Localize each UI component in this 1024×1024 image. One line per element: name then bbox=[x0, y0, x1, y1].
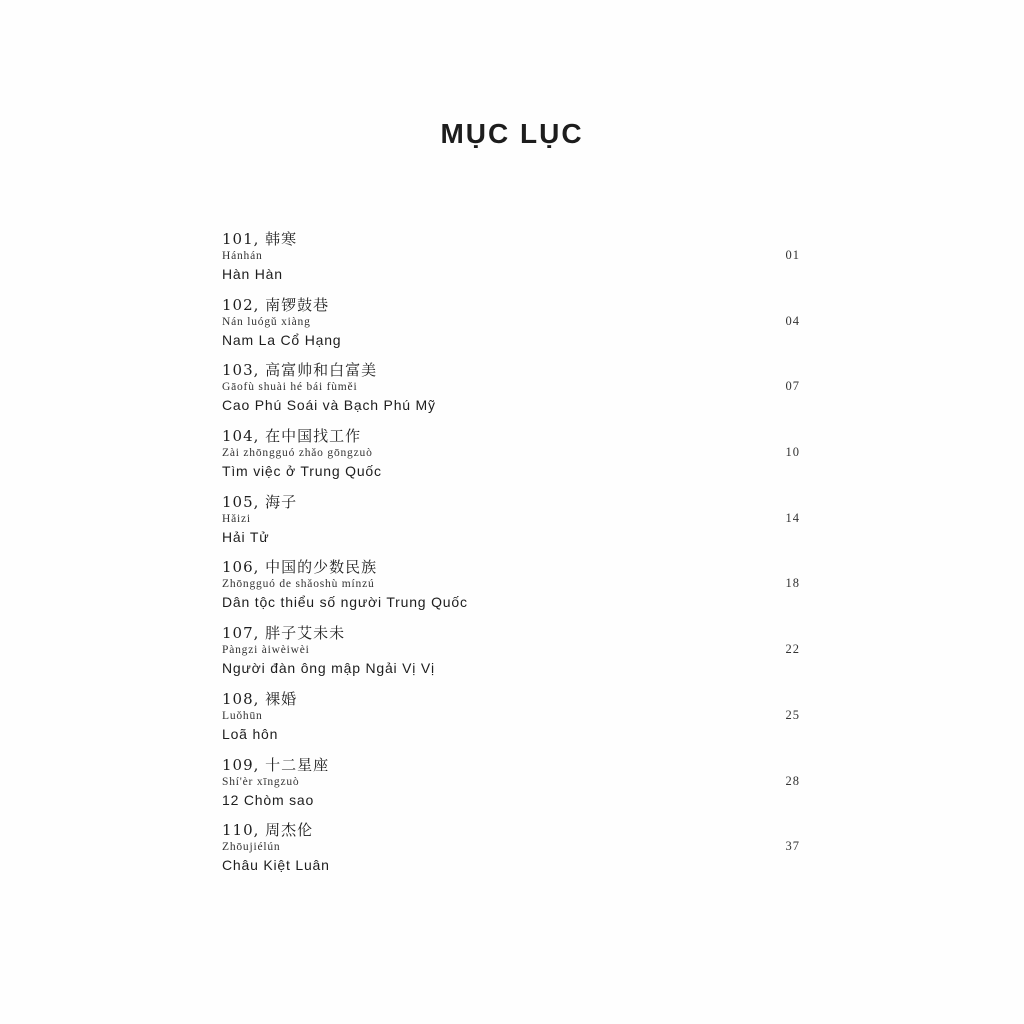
entry-pinyin: Pàngzi àiwèiwèi bbox=[222, 644, 310, 657]
entry-pinyin: Zhōujiélún bbox=[222, 841, 281, 854]
toc-entry-104[interactable] bbox=[222, 427, 802, 493]
entry-heading: 108, 裸婚 bbox=[222, 689, 298, 708]
page-title: MỤC LỤC bbox=[440, 118, 584, 149]
entry-vietnamese-title: Hàn Hàn bbox=[222, 266, 283, 282]
entry-page-number: 14 bbox=[785, 510, 800, 525]
entry-vietnamese-title: Người đàn ông mập Ngải Vị Vị bbox=[222, 660, 435, 677]
entry-heading: 106, 中国的少数民族 bbox=[222, 558, 378, 577]
toc-entry-105[interactable] bbox=[222, 493, 802, 559]
toc-entry-106[interactable] bbox=[222, 558, 802, 624]
entry-page-number: 07 bbox=[785, 379, 800, 394]
entry-page-number: 01 bbox=[785, 248, 800, 262]
table-of-contents bbox=[222, 230, 802, 887]
entry-pinyin: Zài zhōngguó zhǎo gōngzuò bbox=[222, 447, 373, 460]
entry-page-number: 37 bbox=[785, 839, 800, 854]
entry-pinyin: Zhōngguó de shǎoshù mínzú bbox=[222, 578, 375, 591]
entry-page-number: 22 bbox=[785, 642, 800, 657]
entry-pinyin: Hánhán bbox=[222, 250, 263, 262]
entry-vietnamese-title: 12 Chòm sao bbox=[222, 791, 315, 808]
entry-heading: 103, 高富帅和白富美 bbox=[222, 361, 378, 380]
entry-vietnamese-title: Loã hôn bbox=[222, 725, 279, 742]
entry-heading: 107, 胖子艾未未 bbox=[222, 624, 346, 643]
entry-vietnamese-title: Dân tộc thiểu số người Trung Quốc bbox=[222, 594, 468, 611]
entry-heading: 109, 十二星座 bbox=[222, 755, 330, 774]
entry-page-number: 04 bbox=[785, 313, 800, 328]
toc-entry-102[interactable] bbox=[222, 296, 802, 362]
entry-page-number: 28 bbox=[785, 773, 800, 788]
entry-pinyin: Shí'èr xīngzuò bbox=[222, 775, 300, 788]
toc-entry-109[interactable] bbox=[222, 756, 802, 822]
entry-vietnamese-title: Châu Kiệt Luân bbox=[222, 857, 330, 874]
entry-pinyin: Nán luógǔ xiàng bbox=[222, 315, 311, 328]
entry-vietnamese-title: Nam La Cổ Hạng bbox=[222, 331, 342, 348]
entry-page-number: 18 bbox=[785, 576, 800, 591]
entry-heading: 105, 海子 bbox=[222, 492, 298, 511]
toc-entry-103[interactable] bbox=[222, 361, 802, 427]
entry-heading: 102, 南锣鼓巷 bbox=[222, 295, 330, 314]
entry-page-number: 10 bbox=[785, 445, 800, 460]
toc-entry-107[interactable] bbox=[222, 624, 802, 690]
entry-heading: 110, 周杰伦 bbox=[222, 821, 314, 840]
entry-heading: 104, 在中国找工作 bbox=[222, 427, 362, 446]
entry-vietnamese-title: Hải Tử bbox=[222, 528, 270, 545]
entry-pinyin: Luǒhūn bbox=[222, 709, 263, 722]
entry-heading: 101, 韩寒 bbox=[222, 230, 298, 248]
entry-page-number: 25 bbox=[785, 707, 800, 722]
toc-entry-108[interactable] bbox=[222, 690, 802, 756]
entry-pinyin: Gāofù shuài hé bái fùměi bbox=[222, 381, 358, 394]
toc-entry-110[interactable] bbox=[222, 821, 802, 887]
entry-vietnamese-title: Cao Phú Soái và Bạch Phú Mỹ bbox=[222, 397, 436, 414]
toc-entry-101[interactable] bbox=[222, 230, 802, 296]
entry-vietnamese-title: Tìm việc ở Trung Quốc bbox=[222, 463, 382, 480]
entry-pinyin: Hǎizi bbox=[222, 512, 251, 525]
